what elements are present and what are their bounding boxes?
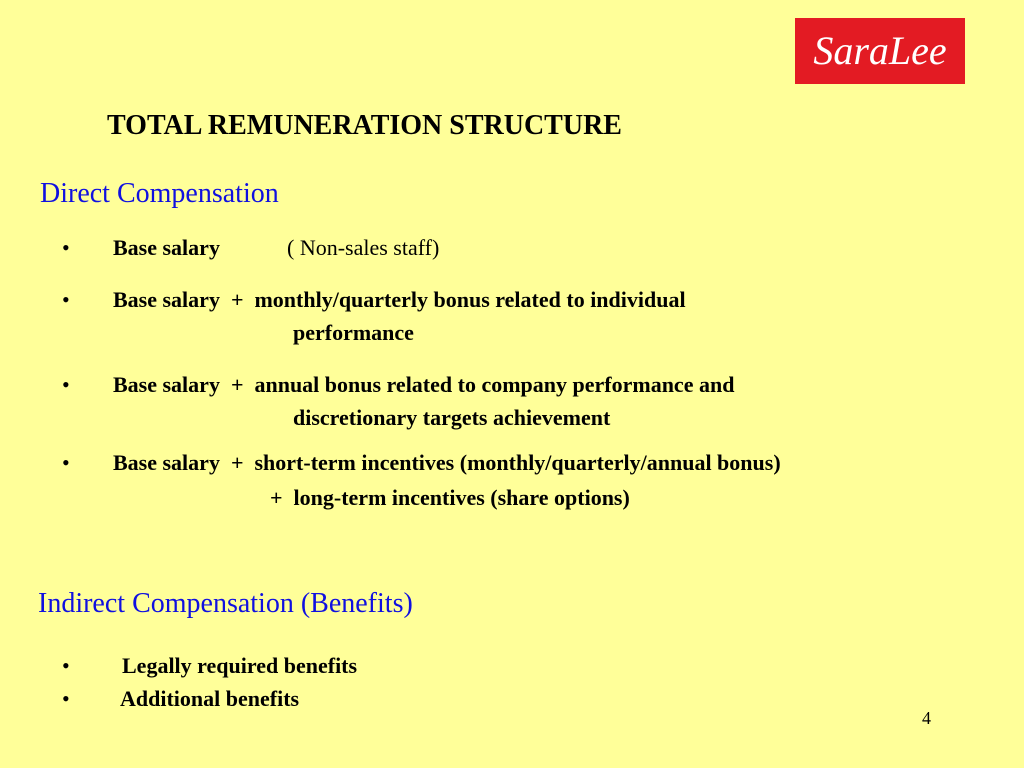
list-item-lead: Base salary + short-term incentives (monthly/quarterly/annual bonus) xyxy=(113,450,781,475)
indirect-compensation-heading: Indirect Compensation (Benefits) xyxy=(38,588,413,619)
sara-lee-logo xyxy=(795,18,965,84)
list-item-continuation: + long-term incentives (share options) xyxy=(270,485,630,510)
list-item-lead: Base salary + monthly/quarterly bonus related to individual xyxy=(113,287,686,312)
bullet: • xyxy=(62,372,70,397)
list-item-lead: Base salary xyxy=(113,235,220,260)
bullet: • xyxy=(62,235,70,260)
list-item-note: ( Non-sales staff) xyxy=(287,235,440,260)
bullet: • xyxy=(62,686,70,711)
slide-title: TOTAL REMUNERATION STRUCTURE xyxy=(107,110,622,141)
page-number: 4 xyxy=(922,708,931,728)
bullet: • xyxy=(62,450,70,475)
list-item-lead: Base salary + annual bonus related to company performance and xyxy=(113,372,735,397)
direct-compensation-heading: Direct Compensation xyxy=(40,178,279,209)
bullet: • xyxy=(62,653,70,678)
bullet: • xyxy=(62,287,70,312)
benefit-item: Legally required benefits xyxy=(122,653,358,678)
list-item-continuation: performance xyxy=(293,320,414,345)
benefit-item: Additional benefits xyxy=(120,686,300,711)
svg-text:SaraLee: SaraLee xyxy=(813,28,947,73)
list-item-continuation: discretionary targets achievement xyxy=(293,405,611,430)
